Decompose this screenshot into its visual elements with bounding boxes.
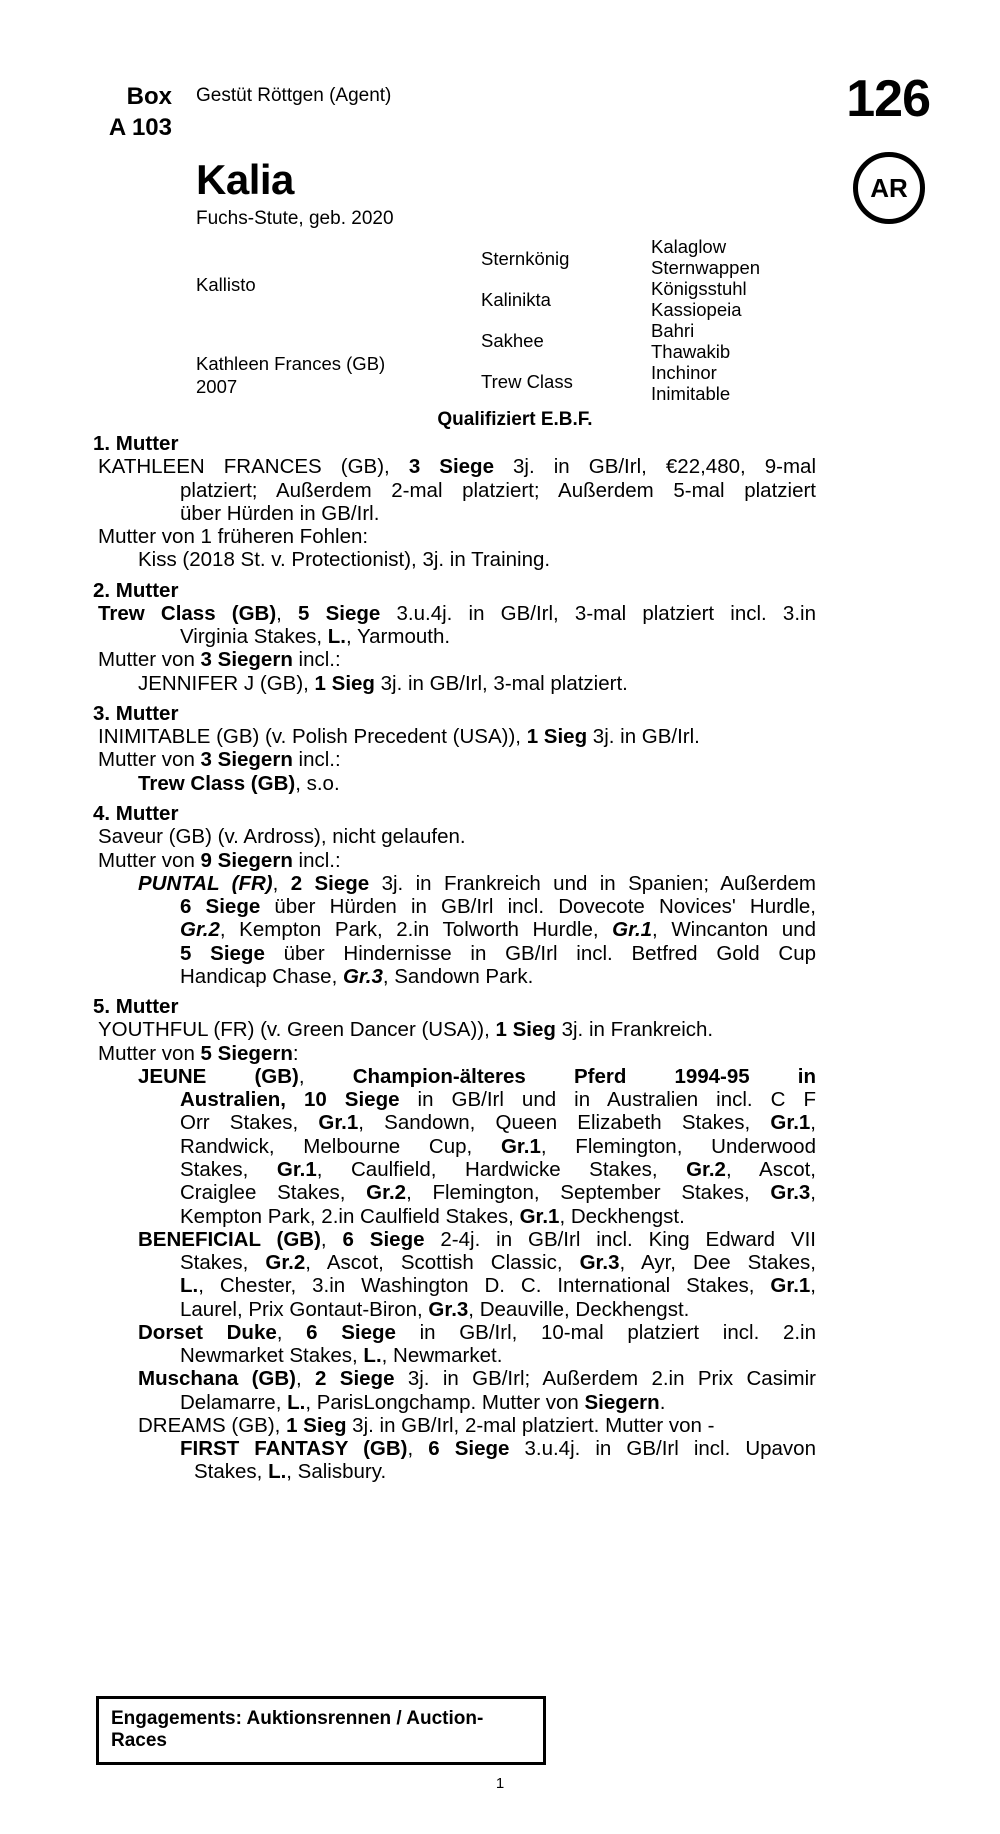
text-line: platziert; Außerdem 2-mal platziert; Außerdem 5-mal platziert	[180, 478, 816, 502]
text-line	[84, 918, 816, 941]
text-span: , Sandown, Queen Elizabeth Stakes,	[358, 1111, 771, 1135]
pedigree-gen3-item: Sternwappen	[651, 257, 761, 278]
text-span: incl.:	[292, 848, 341, 872]
text-line	[84, 1298, 816, 1321]
text-span-bold: 6 Siege	[306, 1320, 396, 1344]
text-span: über Hindernisse in GB/Irl incl. Betfred Gold Cup	[264, 941, 816, 965]
text-line	[84, 672, 816, 695]
text-span: ,	[407, 1437, 429, 1461]
text-span-bold: Gr.3	[579, 1251, 620, 1275]
text-line	[84, 1205, 816, 1228]
text-span-bold: Gr.1	[770, 1274, 811, 1298]
text-span-bold: Champion-älteres Pferd 1994-95 in	[352, 1064, 816, 1088]
text-span: 3j. in Frankreich und in Spanien; Außerdem	[369, 871, 816, 895]
text-line	[84, 942, 816, 965]
text-line	[84, 1251, 816, 1274]
text-span: 3.u.4j. in GB/Irl, 3-mal platziert incl. 3.in	[380, 601, 816, 625]
text-span-bold: Muschana (GB)	[138, 1367, 296, 1391]
text-line	[84, 1018, 816, 1041]
pedigree-gen3-item: Thawakib	[651, 341, 731, 362]
text-span: ,	[810, 1111, 816, 1135]
text-span: , Ascot, Scottish Classic,	[305, 1251, 580, 1275]
pedigree-dam-name: Kathleen Frances (GB)	[196, 353, 386, 374]
box-label-line2: A 103	[108, 113, 172, 141]
text-span-bold: L.	[268, 1460, 287, 1484]
section-heading-mutter-4: 4. Mutter	[93, 801, 179, 825]
pedigree-gen3-item: Königsstuhl	[651, 278, 747, 299]
text-span: ,	[810, 1181, 816, 1205]
text-line	[84, 1158, 816, 1181]
text-span: in GB/Irl, 10-mal platziert incl. 2.in	[395, 1320, 816, 1344]
text-span: Virginia Stakes,	[180, 625, 328, 649]
text-span-bold: Gr.3	[770, 1181, 811, 1205]
text-span: 3j. in Frankreich.	[555, 1018, 714, 1042]
text-span-bold-italic: Gr.3	[342, 964, 383, 988]
text-span-bold: Siegern	[584, 1390, 660, 1414]
text-span: , Kempton Park, 2.in Tolworth Hurdle,	[219, 918, 613, 942]
text-span: , Caulfield, Hardwicke Stakes,	[316, 1157, 687, 1181]
pedigree-table	[196, 236, 896, 406]
lot-number: 126	[846, 70, 930, 128]
pedigree-gen2-item: Sakhee	[481, 330, 544, 351]
text-span-bold: 9 Siegern	[200, 848, 293, 872]
text-span-bold: BENEFICIAL (GB)	[138, 1227, 321, 1251]
text-span: , Newmarket.	[381, 1344, 503, 1368]
text-span: , s.o.	[295, 771, 340, 795]
text-span-bold: L.	[180, 1274, 199, 1298]
text-span: ,	[276, 1320, 307, 1344]
text-line	[84, 1321, 816, 1344]
text-span: ,	[272, 871, 291, 895]
text-span-bold: Gr.1	[318, 1111, 359, 1135]
text-span: , Flemington, September Stakes,	[406, 1181, 771, 1205]
engagements-box: Engagements: Auktionsrennen / Auction-Races	[96, 1696, 546, 1765]
text-span-bold: Gr.1	[519, 1204, 560, 1228]
text-span: 3j. in GB/Irl; Außerdem 2.in Prix Casimir	[394, 1367, 816, 1391]
text-line: Mutter von 1 früheren Fohlen:	[98, 525, 369, 549]
text-span: , Yarmouth.	[345, 625, 451, 649]
pedigree-text-body	[84, 432, 816, 1484]
pedigree-sire: Kallisto	[196, 274, 256, 295]
section-heading-mutter-1: 1. Mutter	[93, 432, 179, 455]
text-span: KATHLEEN FRANCES (GB),	[98, 455, 409, 479]
text-span-bold: L.	[363, 1344, 382, 1368]
text-span-bold-italic: PUNTAL (FR)	[138, 871, 273, 895]
text-span-bold: Gr.2	[686, 1157, 726, 1181]
pedigree-column-grandparents	[481, 236, 646, 406]
section-heading-mutter-3: 3. Mutter	[93, 701, 179, 725]
text-span: Orr Stakes,	[180, 1111, 319, 1135]
text-span-bold: 6 Siege	[180, 895, 261, 919]
text-span: 3j. in GB/Irl, 3-mal platziert.	[374, 671, 628, 695]
text-span: Stakes,	[180, 1251, 266, 1275]
text-span-bold: 5 Siege	[298, 601, 381, 625]
text-span: , Deauville, Deckhengst.	[468, 1297, 690, 1321]
text-line	[84, 965, 816, 988]
text-span: 2-4j. in GB/Irl incl. King Edward VII	[424, 1227, 816, 1251]
text-line: Kiss (2018 St. v. Protectionist), 3j. in Training.	[138, 548, 551, 572]
text-span: , ParisLongchamp. Mutter von	[305, 1390, 585, 1414]
pedigree-gen2-item: Trew Class	[481, 371, 573, 392]
page-number: 1	[495, 1775, 505, 1792]
text-line	[84, 648, 816, 671]
text-span: , Ayr, Dee Stakes,	[619, 1251, 817, 1275]
text-line	[84, 1088, 816, 1111]
text-span: ,	[296, 1367, 316, 1391]
section-heading-mutter-5: 5. Mutter	[93, 995, 179, 1019]
text-span: ,	[320, 1227, 343, 1251]
text-span-bold: 3 Siegern	[200, 748, 293, 772]
text-line	[84, 725, 816, 748]
text-span-bold: 5 Siegern	[200, 1041, 293, 1065]
text-span-bold: L.	[287, 1390, 306, 1414]
text-span-bold: Gr.2	[366, 1181, 407, 1205]
box-label-line1: Box	[126, 83, 172, 110]
text-span-bold: 6 Siege	[342, 1227, 425, 1251]
text-span-bold: 10 Siege	[303, 1088, 400, 1112]
text-span: Handicap Chase,	[180, 964, 343, 988]
text-span: Craiglee Stakes,	[180, 1181, 367, 1205]
text-span: 3.u.4j. in GB/Irl incl. Upavon	[509, 1437, 816, 1461]
horse-name-block	[196, 158, 394, 231]
section-heading-mutter-2: 2. Mutter	[93, 578, 179, 602]
text-span: DREAMS (GB),	[138, 1413, 287, 1437]
text-line	[84, 625, 816, 648]
text-span-bold-italic: Gr.1	[612, 918, 653, 942]
pedigree-dam	[196, 353, 385, 398]
text-line	[84, 748, 816, 771]
qualified-note: Qualifiziert E.B.F.	[437, 409, 593, 430]
text-span: Mutter von	[98, 1041, 201, 1065]
text-line	[84, 1460, 816, 1483]
text-span: , Flemington, Underwood	[540, 1134, 816, 1158]
text-span-bold: Gr.1	[770, 1111, 811, 1135]
text-span	[286, 1088, 304, 1111]
text-line	[84, 1391, 816, 1414]
text-line	[84, 1065, 816, 1088]
text-line	[84, 1437, 816, 1460]
pedigree-gen3-item: Bahri	[651, 320, 695, 341]
text-line	[84, 1274, 816, 1297]
box-label	[52, 82, 172, 143]
text-span: Kempton Park, 2.in Caulfield Stakes,	[180, 1204, 520, 1228]
text-span: YOUTHFUL (FR) (v. Green Dancer (USA)),	[98, 1018, 496, 1042]
text-line	[84, 872, 816, 895]
text-span: incl.:	[292, 648, 341, 672]
pedigree-dam-year: 2007	[196, 375, 238, 397]
text-span: , Sandown Park.	[382, 964, 534, 988]
text-line: Saveur (GB) (v. Ardross), nicht gelaufen.	[98, 825, 466, 849]
text-span-bold: Australien,	[180, 1088, 286, 1112]
text-line	[84, 1135, 816, 1158]
text-span: Laurel, Prix Gontaut-Biron,	[180, 1297, 429, 1321]
text-span: Stakes,	[180, 1157, 277, 1181]
text-span-bold: 2 Siege	[315, 1367, 395, 1391]
text-span-bold: Trew Class (GB)	[98, 601, 277, 625]
text-span: .	[659, 1390, 666, 1414]
text-span: INIMITABLE (GB) (v. Polish Precedent (USA)),	[98, 725, 527, 749]
text-line	[84, 1414, 816, 1437]
text-line	[84, 849, 816, 872]
text-span-bold: L.	[327, 625, 346, 649]
text-span: , Ascot,	[725, 1157, 816, 1181]
text-span-bold: Gr.1	[276, 1157, 317, 1181]
text-span: ,	[276, 601, 299, 625]
text-line	[84, 1228, 816, 1251]
text-span-bold: Trew Class (GB)	[138, 771, 296, 795]
text-line	[84, 1111, 816, 1134]
text-span-bold: Gr.1	[500, 1134, 541, 1158]
text-span-bold: JEUNE (GB)	[138, 1064, 299, 1088]
ar-badge: AR	[853, 152, 925, 224]
text-span-bold: 5 Siege	[180, 941, 265, 965]
text-span: 3j. in GB/Irl, 2-mal platziert. Mutter von -	[346, 1413, 715, 1437]
consignor-name: Gestüt Röttgen (Agent)	[196, 85, 392, 106]
text-span-bold: 1 Sieg	[286, 1413, 347, 1437]
text-line	[84, 1042, 816, 1065]
pedigree-gen3-item: Kassiopeia	[651, 299, 742, 320]
pedigree-column-parents	[196, 236, 476, 406]
text-span-bold: 1 Sieg	[495, 1018, 556, 1042]
text-span: Mutter von	[98, 648, 201, 672]
text-span: JENNIFER J (GB),	[138, 671, 315, 695]
text-span-bold: 3 Siegern	[200, 648, 293, 672]
text-span: 3j. in GB/Irl.	[587, 725, 700, 749]
text-line	[84, 455, 816, 478]
text-span: , Chester, 3.in Washington D. C. International Stakes,	[198, 1274, 771, 1298]
text-span: , Salisbury.	[286, 1460, 387, 1484]
page-title: Kalia	[196, 156, 294, 203]
text-line	[84, 1181, 816, 1204]
pedigree-gen3-item: Kalaglow	[651, 236, 727, 257]
text-span: Randwick, Melbourne Cup,	[180, 1134, 501, 1158]
text-span-bold: Gr.3	[428, 1297, 469, 1321]
pedigree-gen2-item: Sternkönig	[481, 248, 570, 269]
text-line	[84, 602, 816, 625]
horse-description: Fuchs-Stute, geb. 2020	[196, 208, 394, 230]
text-span-bold: Dorset Duke	[138, 1320, 277, 1344]
text-span: ,	[810, 1274, 816, 1298]
text-span: über Hürden in GB/Irl incl. Dovecote Novices' Hurdle,	[260, 895, 816, 919]
text-span: Delamarre,	[180, 1390, 288, 1414]
text-span: , Deckhengst.	[559, 1204, 685, 1228]
text-line	[84, 772, 816, 795]
pedigree-gen3-item: Inimitable	[651, 383, 731, 404]
pedigree-column-great-grandparents	[651, 236, 896, 406]
text-span-bold: 3 Siege	[408, 455, 494, 479]
pedigree-gen2-item: Kalinikta	[481, 289, 551, 310]
text-span: Stakes,	[194, 1460, 269, 1484]
text-span: Mutter von	[98, 748, 201, 772]
text-span-bold: 1 Sieg	[526, 725, 588, 749]
text-span: :	[292, 1041, 299, 1065]
text-span: Mutter von	[98, 848, 201, 872]
text-span: Newmarket Stakes,	[180, 1344, 364, 1368]
text-span-bold: 6 Siege	[428, 1437, 510, 1461]
text-line: über Hürden in GB/Irl.	[180, 501, 380, 525]
text-span: , Wincanton und	[652, 918, 816, 942]
text-span-bold: 2 Siege	[290, 871, 370, 895]
text-span: 3j. in GB/Irl, €22,480, 9-mal	[493, 455, 817, 479]
text-span-bold: Gr.2	[265, 1251, 306, 1275]
text-span: in GB/Irl und in Australien incl. C F	[399, 1088, 816, 1112]
text-line	[84, 895, 816, 918]
text-span: ,	[298, 1064, 353, 1088]
text-line	[84, 1367, 816, 1390]
text-span: incl.:	[292, 748, 341, 772]
text-span-bold: 1 Sieg	[314, 671, 375, 695]
text-line	[84, 1344, 816, 1367]
text-span-bold-italic: Gr.2	[180, 918, 220, 942]
pedigree-gen3-item: Inchinor	[651, 362, 717, 383]
text-span-bold: FIRST FANTASY (GB)	[180, 1437, 408, 1461]
